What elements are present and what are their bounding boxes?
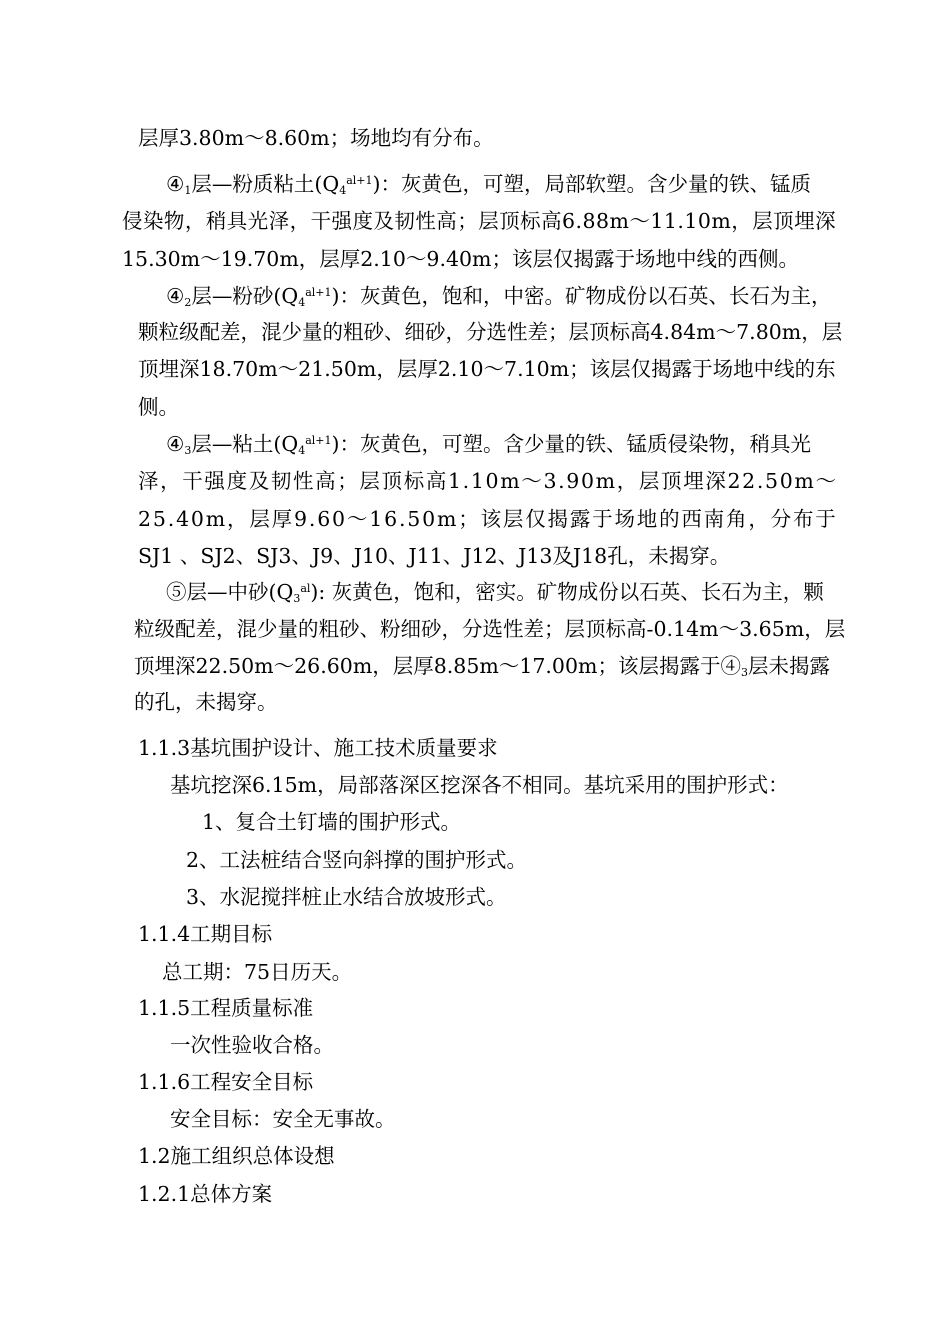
text-line: 的孔，未揭穿。: [134, 690, 278, 714]
layer-marker: ④: [166, 284, 185, 308]
text-line: 侧。: [138, 395, 179, 419]
list-item: 3、水泥搅拌桩止水结合放坡形式。: [186, 885, 507, 909]
text-line: [166, 282, 832, 310]
text-line: [166, 430, 811, 458]
text-line: 安全目标：安全无事故。: [170, 1107, 396, 1131]
formula-superscript: al+1: [305, 286, 332, 299]
text-run: 层—粘土(Q: [191, 432, 299, 456]
text-line: 顶 埋 深 1 8 . 7 0 m ～ 2 1 . 5 0 m ， 层 厚 2 . 1 0 ～ 7 . 1 0 m ； 该 层 仅 揭 露 于 场 地 中 线 的 东: [138, 357, 836, 381]
text-line: 粒 级 配 差 ， 混 少 量 的 粗 砂 、 粉 细 砂 ， 分 选 性 差 ； 层 顶 标 高 - 0 . 1 4 m ～ 3 . 6 5 m ， 层: [134, 617, 846, 641]
text-line: [134, 652, 830, 680]
section-heading: 1.2施工组织总体设想: [138, 1144, 335, 1168]
text-line: SJ1 、SJ2、SJ3、J9、J10、J11、J12、J13及J18孔，未揭穿。: [138, 544, 731, 568]
formula-superscript: al+1: [346, 174, 373, 187]
text-line: 侵 染 物 ， 稍 具 光 泽 ， 干 强 度 及 韧 性 高 ； 层 顶 标 高 6 . 8 8 m ～ 1 1 . 1 0 m ， 层 顶 埋 深: [122, 209, 836, 233]
formula-subscript: 4: [339, 184, 347, 197]
text-run: ): 灰黄色，饱和，密实。矿物成份以石英、长石为主，颗: [310, 580, 824, 604]
text-run: 层—粉砂(Q: [191, 284, 299, 308]
text-run: )：灰黄色，饱和，中密。矿物成份以石英、长石为主，: [331, 284, 832, 308]
layer-subscript: 1: [184, 184, 192, 197]
text-line: 泽 ， 干 强 度 及 韧 性 高 ； 层 顶 标 高 1 . 1 0 m ～ 3 . 9 0 m ， 层 顶 埋 深 2 2 . 5 0 m ～: [138, 469, 836, 493]
text-line: 层厚3.80m～8.60m；场地均有分布。: [138, 126, 494, 150]
text-run: 层未揭露: [747, 654, 830, 678]
text-line: 2 5 . 4 0 m ， 层 厚 9 . 6 0 ～ 1 6 . 5 0 m ； 该 层 仅 揭 露 于 场 地 的 西 南 角 ， 分 布 于: [138, 507, 836, 531]
formula-superscript: al: [300, 582, 311, 595]
layer-subscript: 3: [184, 444, 192, 457]
section-heading: 1.1.4工期目标: [138, 922, 273, 946]
text-line: 颗 粒 级 配 差 ， 混 少 量 的 粗 砂 、 细 砂 ， 分 选 性 差 ； 层 顶 标 高 4 . 8 4 m ～ 7 . 8 0 m ， 层: [138, 320, 843, 344]
list-item: 1、复合土钉墙的围护形式。: [202, 810, 462, 834]
section-heading: 1.1.6工程安全目标: [138, 1070, 314, 1094]
section-heading: 1.1.3基坑围护设计、施工技术质量要求: [138, 736, 498, 760]
layer-marker: ④: [166, 432, 185, 456]
text-line: 基坑挖深6.15m，局部落深区挖深各不相同。基坑采用的围护形式：: [170, 773, 789, 797]
layer-subscript: 2: [184, 296, 192, 309]
formula-subscript: 3: [293, 592, 301, 605]
text-run: 顶埋深22.50m～26.60m，层厚8.85m～17.00m；该层揭露于④: [134, 654, 741, 678]
layer-marker: ④: [166, 172, 185, 196]
text-line: [166, 578, 824, 606]
text-run: ⑤层—中砂(Q: [166, 580, 294, 604]
text-run: )：灰黄色，可塑，局部软塑。含少量的铁、锰质: [372, 172, 811, 196]
list-item: 2、工法桩结合竖向斜撑的围护形式。: [186, 848, 528, 872]
section-heading: 1.2.1总体方案: [138, 1182, 273, 1206]
formula-superscript: al+1: [305, 434, 332, 447]
text-line: 总工期：75日历天。: [162, 960, 353, 984]
layer-subscript: 3: [740, 666, 748, 679]
text-line: 15.30m～19.70m，层厚2.10～9.40m；该层仅揭露于场地中线的西侧。: [122, 247, 799, 271]
formula-subscript: 4: [298, 444, 306, 457]
section-heading: 1.1.5工程质量标准: [138, 996, 314, 1020]
text-run: 层—粉质粘土(Q: [191, 172, 340, 196]
text-run: )：灰黄色，可塑。含少量的铁、锰质侵染物，稍具光: [331, 432, 811, 456]
formula-subscript: 4: [298, 296, 306, 309]
text-line: [166, 170, 811, 198]
text-line: 一次性验收合格。: [170, 1033, 334, 1057]
